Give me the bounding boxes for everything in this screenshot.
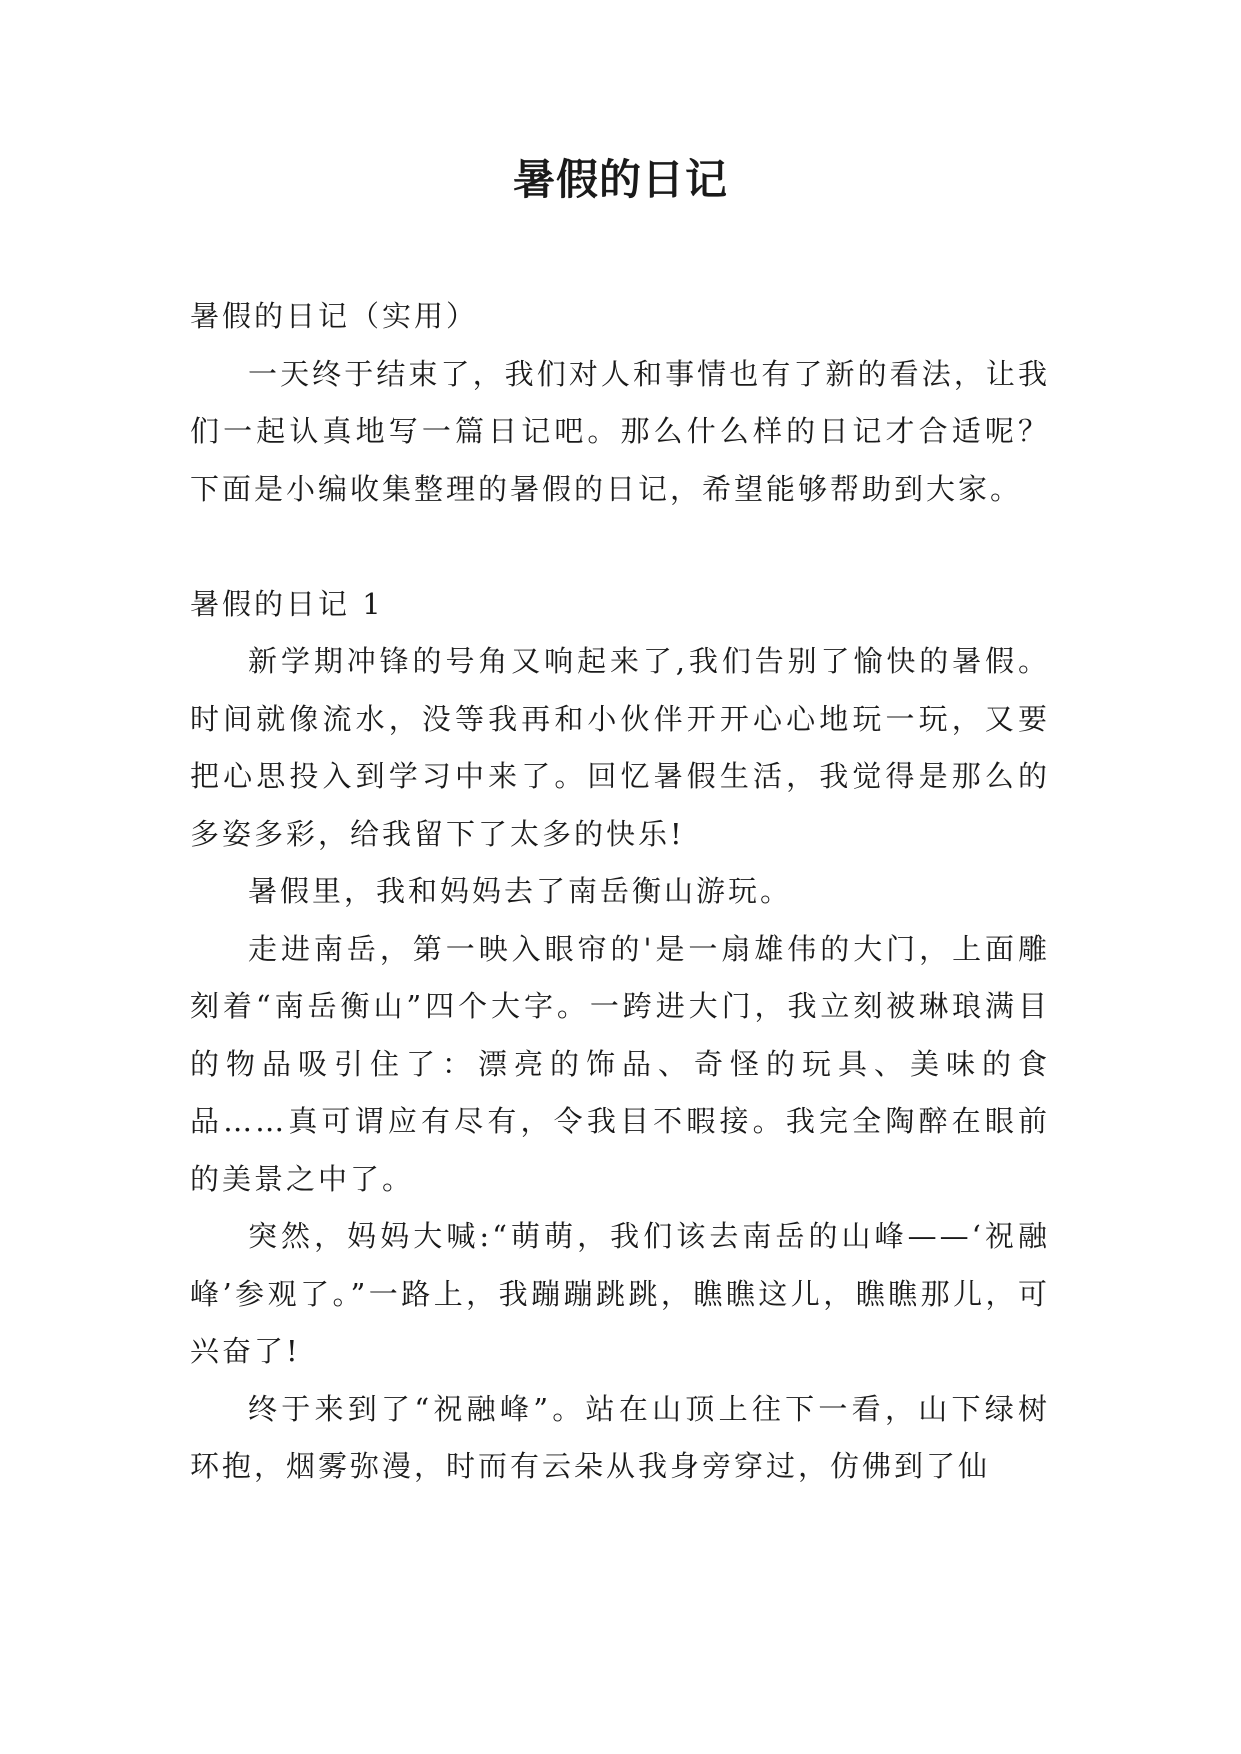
body-paragraph: 暑假里，我和妈妈去了南岳衡山游玩。 — [248, 874, 793, 908]
body-paragraph: 走进南岳，第一映入眼帘的'是一扇雄伟的大门，上面雕刻着“南岳衡山”四个大字。一跨进大门，我立刻被琳琅满目的物品吸引住了：漂亮的饰品、奇怪的玩具、美味的食品……真可谓应有尽有，令我目不暇接。我完全陶醉在眼前的美景之中了。 — [190, 931, 1050, 1196]
body-paragraph: 终于来到了“祝融峰”。站在山顶上往下一看，山下绿树环抱，烟雾弥漫，时而有云朵从我身旁穿过，仿佛到了仙 — [190, 1391, 1050, 1483]
document-title: 暑假的日记 — [512, 155, 728, 204]
section-heading: 暑假的日记 1 — [190, 586, 384, 621]
intro-paragraph: 一天终于结束了，我们对人和事情也有了新的看法，让我们一起认真地写一篇日记吧。那么什么样的日记才合适呢？下面是小编收集整理的暑假的日记，希望能够帮助到大家。 — [190, 356, 1050, 506]
document-subtitle: 暑假的日记（实用） — [190, 299, 479, 333]
body-paragraph: 突然，妈妈大喊:“萌萌，我们该去南岳的山峰——‘祝融峰’参观了。”一路上，我蹦蹦跳跳，瞧瞧这儿，瞧瞧那儿，可兴奋了! — [190, 1219, 1050, 1368]
document-body — [190, 288, 1050, 1496]
body-paragraph: 新学期冲锋的号角又响起来了,我们告别了愉快的暑假。时间就像流水，没等我再和小伙伴开开心心地玩一玩，又要把心思投入到学习中来了。回忆暑假生活，我觉得是那么的多姿多彩，给我留下了太多的快乐! — [190, 644, 1050, 851]
